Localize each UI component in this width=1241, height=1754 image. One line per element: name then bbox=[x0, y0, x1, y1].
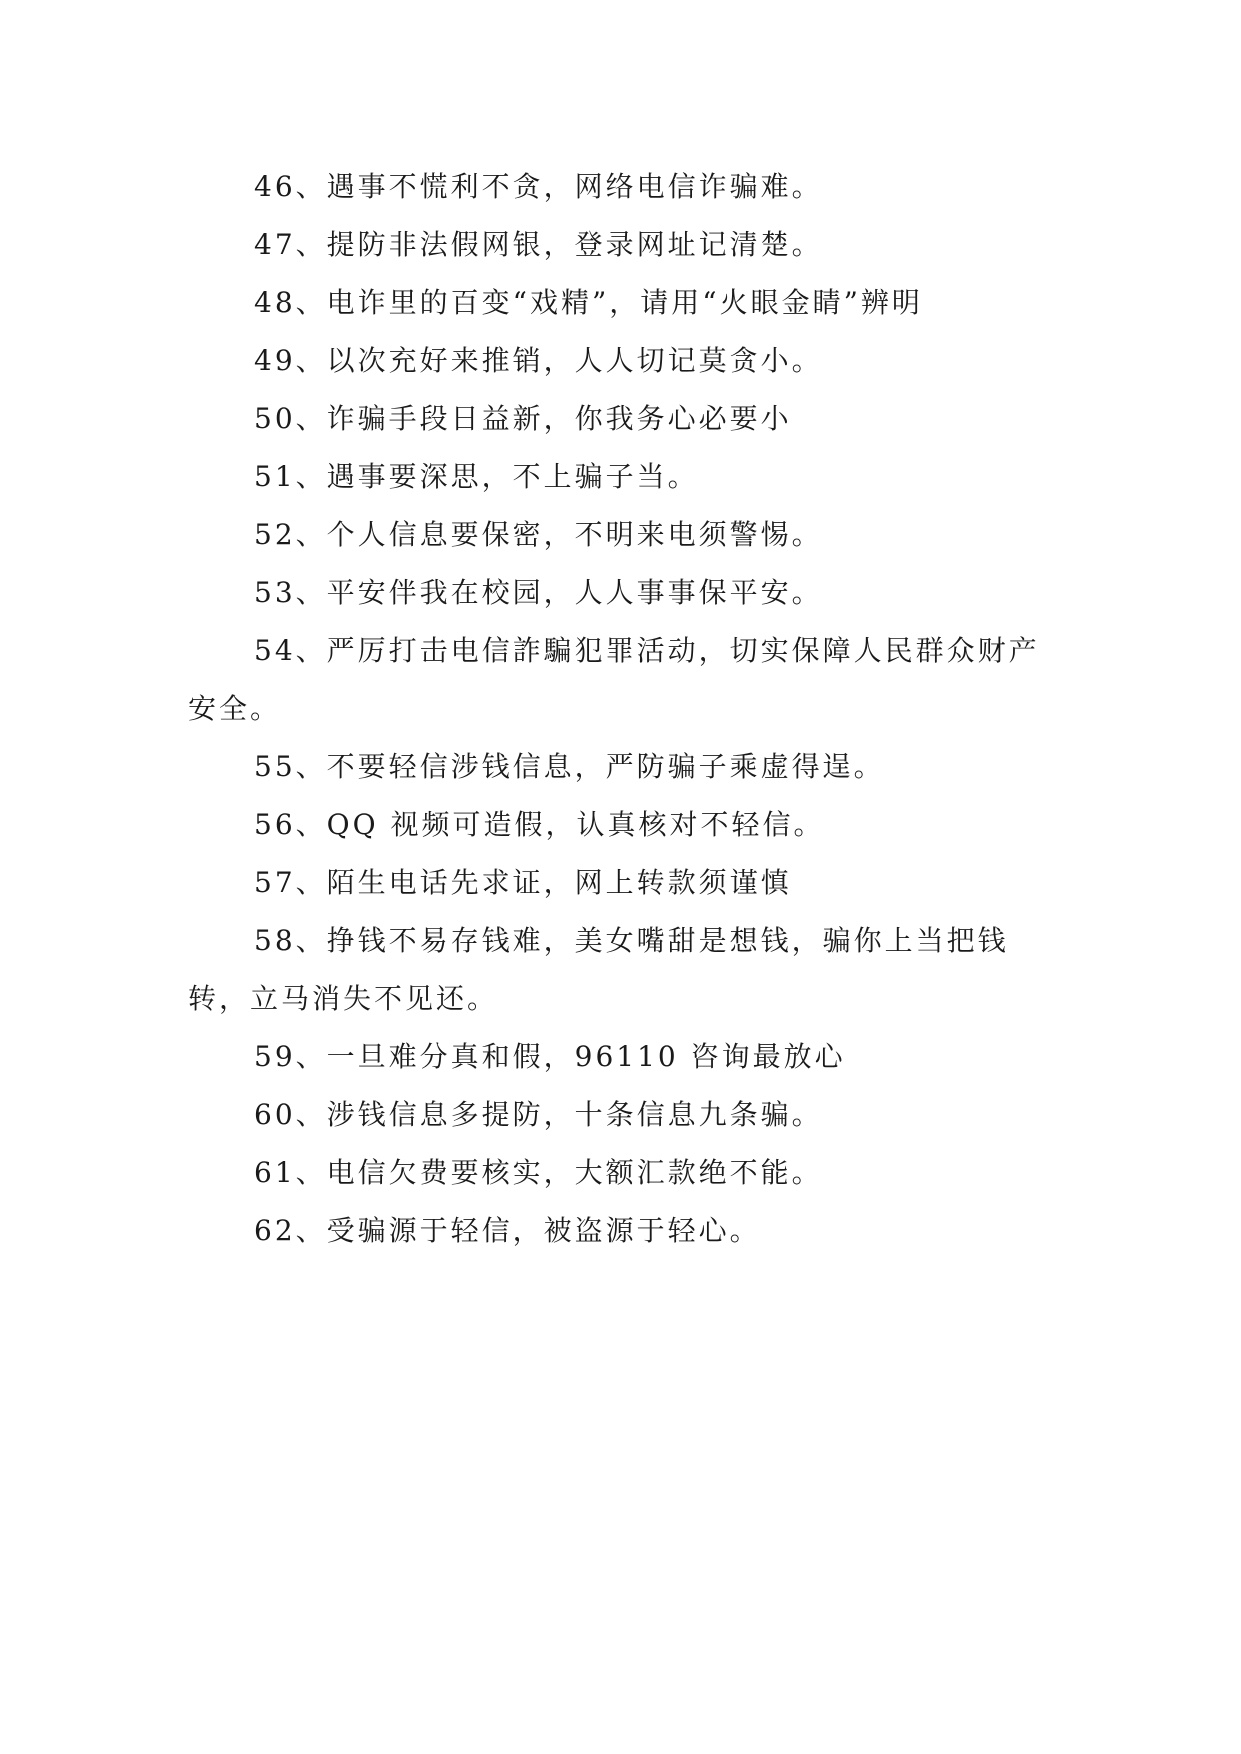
list-item: 62、受骗源于轻信，被盗源于轻心。 bbox=[254, 1214, 761, 1247]
list-item: 49、以次充好来推销，人人切记莫贪小。 bbox=[254, 344, 823, 377]
list-item: 54、严厉打击电信詐騙犯罪活动，切实保障人民群众财产安全。 bbox=[188, 634, 1040, 725]
list-item: 60、涉钱信息多提防，十条信息九条骗。 bbox=[254, 1098, 823, 1131]
list-item: 58、挣钱不易存钱难，美女嘴甜是想钱，骗你上当把钱转，立马消失不见还。 bbox=[188, 924, 1009, 1015]
list-item: 61、电信欠费要核实，大额汇款绝不能。 bbox=[254, 1156, 823, 1189]
list-item: 50、诈骗手段日益新，你我务心必要小 bbox=[254, 402, 792, 435]
list-item: 48、电诈里的百变“戏精”，请用“火眼金睛”辨明 bbox=[254, 286, 923, 319]
list-item: 53、平安伴我在校园，人人事事保平安。 bbox=[254, 576, 823, 609]
list-item: 46、遇事不慌利不贪，网络电信诈骗难。 bbox=[254, 170, 823, 203]
list-item: 47、提防非法假网银，登录网址记清楚。 bbox=[254, 228, 823, 261]
list-item: 57、陌生电话先求证，网上转款须谨慎 bbox=[254, 866, 792, 899]
document-body bbox=[188, 158, 1058, 1260]
list-item: 59、一旦难分真和假，96110 咨询最放心 bbox=[254, 1040, 846, 1073]
list-item: 51、遇事要深思，不上骗子当。 bbox=[254, 460, 699, 493]
list-item: 56、QQ 视频可造假，认真核对不轻信。 bbox=[254, 808, 825, 841]
list-item: 52、个人信息要保密，不明来电须警惕。 bbox=[254, 518, 823, 551]
list-item: 55、不要轻信涉钱信息，严防骗子乘虚得逞。 bbox=[254, 750, 885, 783]
